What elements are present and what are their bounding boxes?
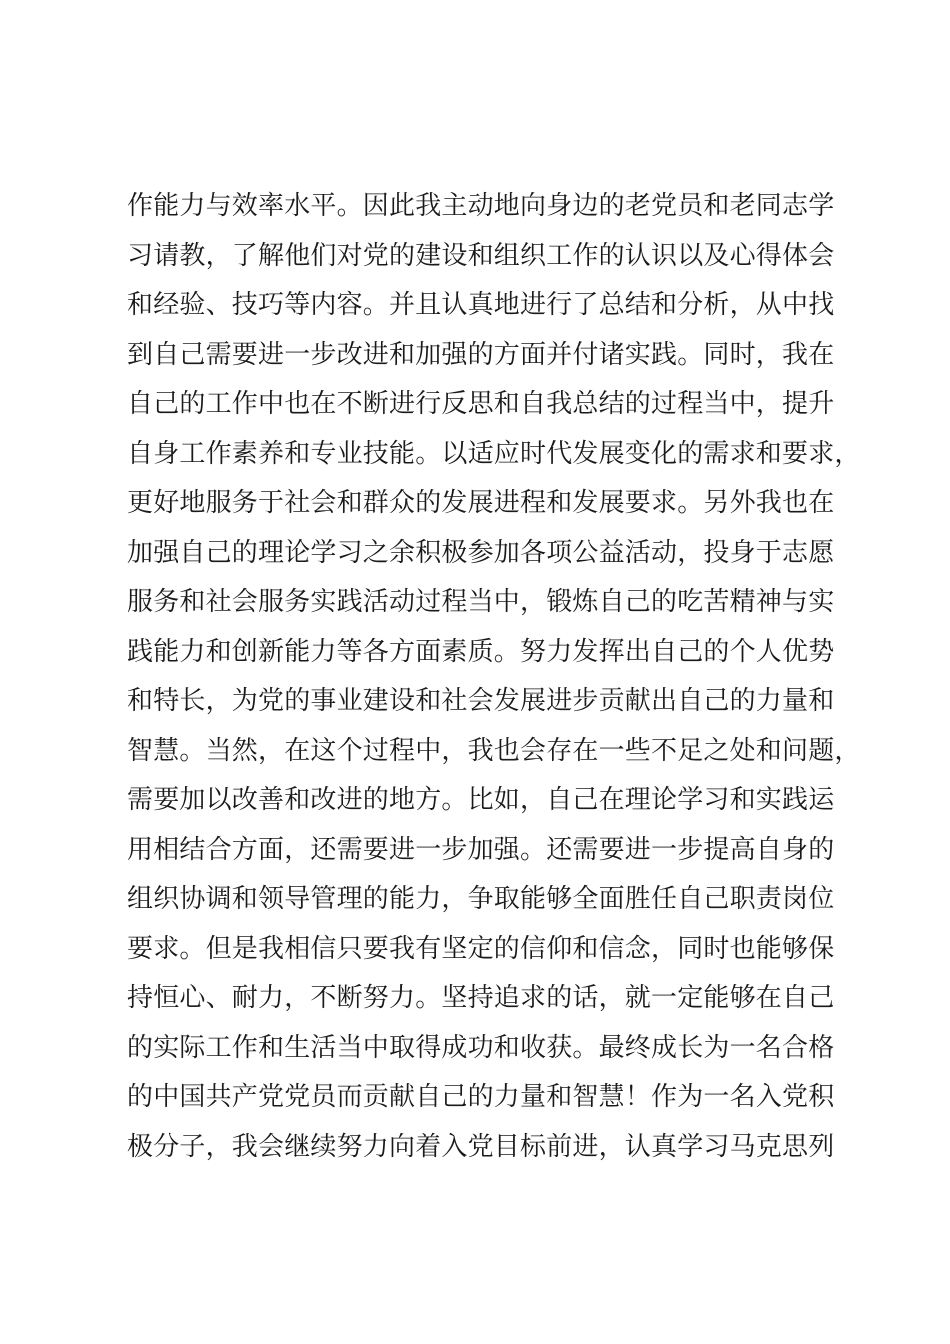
text-line: 服务和社会服务实践活动过程当中，锻炼自己的吃苦精神与实 [127,587,835,617]
body-text [127,182,861,1172]
text-line: 作能力与效率水平。因此我主动地向身边的老党员和老同志学 [127,191,835,221]
text-line: 践能力和创新能力等各方面素质。努力发挥出自己的个人优势 [127,636,835,667]
text-line: 极分子，我会继续努力向着入党目标前进，认真学习马克思列 [127,1131,835,1162]
text-line: 智慧。当然，在这个过程中，我也会存在一些不足之处和问题， [127,735,861,766]
text-line: 加强自己的理论学习之余积极参加各项公益活动，投身于志愿 [127,537,835,568]
text-line: 习请教，了解他们对党的建设和组织工作的认识以及心得体会 [127,240,835,271]
text-line: 到自己需要进一步改进和加强的方面并付诸实践。同时，我在 [127,339,835,370]
text-line: 的中国共产党党员而贡献自己的力量和智慧！作为一名入党积 [127,1082,835,1112]
text-line: 自身工作素养和专业技能。以适应时代发展变化的需求和要求， [127,438,861,469]
text-line: 持恒心、耐力，不断努力。坚持追求的话，就一定能够在自己 [127,983,835,1013]
text-line: 需要加以改善和改进的地方。比如，自己在理论学习和实践运 [127,785,835,815]
text-line: 和特长，为党的事业建设和社会发展进步贡献出自己的力量和 [127,686,835,716]
text-line: 要求。但是我相信只要我有坚定的信仰和信念，同时也能够保 [127,933,835,964]
text-line: 组织协调和领导管理的能力，争取能够全面胜任自己职责岗位 [127,884,835,914]
text-line: 自己的工作中也在不断进行反思和自我总结的过程当中，提升 [127,389,835,419]
text-line: 和经验、技巧等内容。并且认真地进行了总结和分析，从中找 [127,290,835,320]
text-line: 的实际工作和生活当中取得成功和收获。最终成长为一名合格 [127,1032,835,1063]
text-line: 用相结合方面，还需要进一步加强。还需要进一步提高自身的 [127,834,835,865]
text-line: 更好地服务于社会和群众的发展进程和发展要求。另外我也在 [127,488,835,518]
